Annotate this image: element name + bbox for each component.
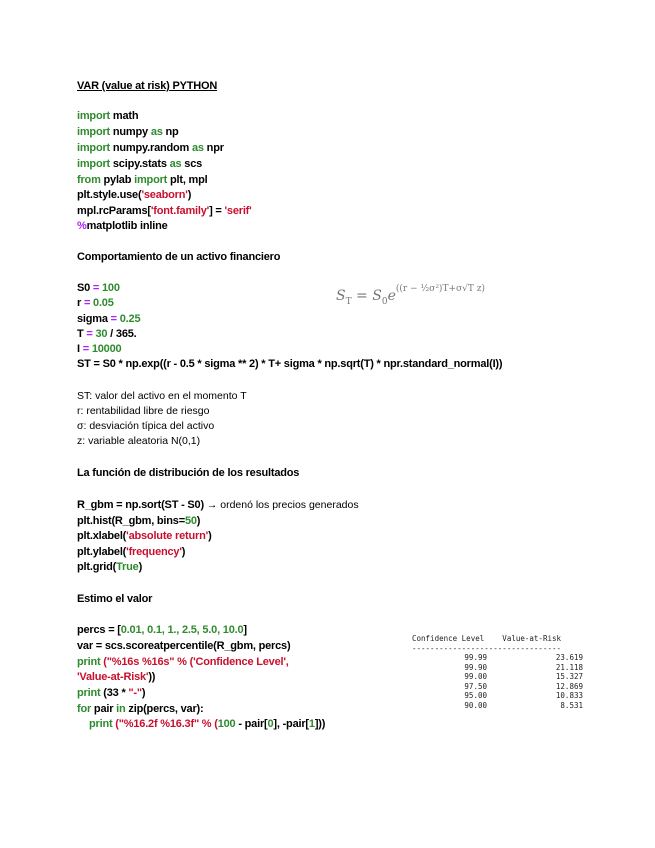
number: 0.05: [93, 297, 114, 309]
output-rows: [412, 653, 583, 710]
keyword: as: [169, 158, 182, 170]
code-line-hist: [77, 514, 200, 528]
confidence-level-value: 95.00: [464, 691, 487, 700]
code-line-print-sep: [77, 686, 145, 700]
operator: =: [83, 297, 94, 309]
keyword: print: [77, 656, 104, 668]
code-line-from-pylab: [77, 173, 208, 187]
output-row: [412, 682, 583, 692]
code-text: R_gbm = np.sort(ST - S0): [77, 499, 204, 511]
code-line-import-numpy: [77, 125, 179, 139]
code-text: plt.grid(: [77, 561, 117, 573]
section-heading-activo: Comportamiento de un activo financiero: [77, 251, 281, 263]
code-text: )): [148, 671, 156, 683]
output-row: [412, 701, 583, 711]
formula-rhs: S: [372, 288, 382, 304]
keyword: import: [77, 126, 111, 138]
code-line-s0: [77, 281, 120, 295]
code-line-percs: [77, 623, 247, 637]
operator: =: [82, 343, 92, 355]
gbm-formula: [336, 284, 485, 307]
module: numpy.random: [110, 142, 192, 154]
code-text: ): [141, 687, 146, 699]
code-text: ): [208, 530, 212, 542]
number: 10000: [91, 343, 122, 355]
keyword: from: [77, 174, 101, 186]
keyword: True: [116, 561, 139, 573]
variable: sigma: [77, 313, 111, 325]
string-literal: 'Value-at-Risk': [77, 671, 149, 683]
output-row: [412, 653, 583, 663]
keyword: import: [77, 142, 111, 154]
code-text: percs = [: [77, 624, 121, 636]
value-at-risk-value: 23.619: [555, 653, 583, 662]
string-literal: 'font.family': [150, 205, 210, 217]
alias: plt, mpl: [167, 174, 208, 186]
confidence-level-value: 97.50: [464, 681, 487, 691]
code-line-grid: [77, 560, 142, 574]
code-line-var: var = scs.scoreatpercentile(R_gbm, percs): [77, 640, 291, 652]
formula-eq: =: [351, 288, 373, 304]
code-text: ]: [243, 624, 247, 636]
code-line-import-numpy-random: [77, 141, 224, 155]
number: 100: [217, 718, 236, 730]
code-line-ylabel: [77, 545, 185, 559]
legend-line-sigma: σ: desviación típica del activo: [77, 420, 215, 432]
section-heading-estimo: Estimo el valor: [77, 593, 153, 605]
code-text: plt.hist(R_gbm, bins=: [77, 515, 185, 527]
output-row: [412, 691, 583, 701]
code-line-print-header: [77, 655, 289, 669]
code-line-style-use: [77, 188, 191, 202]
output-table: [412, 634, 583, 710]
code-text: mpl.rcParams[: [77, 205, 151, 217]
output-row: [412, 663, 583, 673]
code-text: ): [196, 515, 201, 527]
document-title: VAR (value at risk) PYTHON: [77, 80, 218, 92]
code-text: zip(percs, var):: [125, 703, 204, 715]
code-text: pair: [91, 703, 117, 715]
code-line-for: [77, 702, 203, 716]
alias: scs: [181, 158, 203, 170]
number: 0: [267, 718, 274, 730]
formula-exponent: ((r − ½σ²)T+σ√T z): [395, 284, 485, 294]
confidence-level-value: 90.00: [464, 700, 487, 710]
code-text: ): [187, 189, 192, 201]
keyword: for: [77, 703, 92, 715]
variable: I: [77, 343, 83, 355]
code-text: ])): [314, 718, 326, 730]
number: 50: [184, 515, 197, 527]
legend-line-st: ST: valor del activo en el momento T: [77, 390, 247, 402]
module: numpy: [110, 126, 151, 138]
keyword: import: [77, 110, 111, 122]
alias: npr: [203, 142, 224, 154]
confidence-level-value: 99.90: [464, 662, 487, 672]
legend-line-r: r: rentabilidad libre de riesgo: [77, 405, 210, 417]
variable: T: [77, 328, 87, 340]
code-text: - pair[: [235, 718, 268, 730]
keyword: as: [150, 126, 163, 138]
output-row: [412, 672, 583, 682]
code-line-i: [77, 342, 121, 356]
variable: r: [77, 297, 84, 309]
number: 30: [95, 328, 108, 340]
code-line-print-header-cont: [77, 670, 155, 684]
comment-text: → ordenó los precios generados: [203, 499, 359, 511]
code-text: plt.style.use(: [77, 189, 142, 201]
code-line-sigma: [77, 312, 140, 326]
keyword: print: [89, 718, 116, 730]
keyword: print: [77, 687, 104, 699]
code-text: ], -pair[: [273, 718, 309, 730]
operator: =: [92, 282, 103, 294]
code-line-import-scipy: [77, 157, 202, 171]
formula-rhs-sub: 0: [381, 296, 388, 307]
confidence-level-value: 99.99: [464, 653, 487, 662]
code-line-t: [77, 327, 137, 341]
string-literal: ("%16s %16s" % ('Confidence Level',: [103, 656, 289, 668]
code-line-magic: [77, 219, 168, 233]
confidence-level-value: 99.00: [464, 672, 487, 681]
value-at-risk-value: 21.118: [555, 662, 583, 672]
code-text: (33 *: [103, 687, 129, 699]
keyword: in: [116, 703, 126, 715]
value-at-risk-value: 12.869: [555, 681, 583, 691]
legend-line-z: z: variable aleatoria N(0,1): [77, 435, 201, 447]
value-at-risk-value: 15.327: [555, 672, 583, 681]
number: 0.25: [119, 313, 141, 325]
value-at-risk-value: 8.531: [560, 700, 583, 710]
string-literal: 'serif': [224, 205, 252, 217]
module: math: [110, 110, 139, 122]
code-text: ] =: [209, 205, 225, 217]
code-line-rcparams: [77, 204, 252, 218]
code-text: plt.xlabel(: [77, 530, 127, 542]
output-header: Confidence Level Value-at-Risk: [412, 634, 562, 643]
keyword: import: [134, 174, 168, 186]
formula-e: e: [387, 288, 396, 304]
code-text: ): [181, 546, 186, 558]
code-line-xlabel: [77, 529, 212, 543]
value-at-risk-value: 10.833: [555, 691, 583, 700]
string-literal: "-": [128, 687, 142, 699]
keyword: as: [191, 142, 204, 154]
number: 0.01, 0.1, 1., 2.5, 5.0, 10.0: [120, 624, 244, 636]
magic-operator: %: [77, 220, 87, 232]
code-line-st: ST = S0 * np.exp((r - 0.5 * sigma ** 2) * T+ sigma * np.sqrt(T) * npr.standard_normal(I)): [77, 358, 503, 370]
code-text: / 365.: [107, 328, 137, 340]
module: pylab: [100, 174, 135, 186]
string-literal: 'seaborn': [141, 189, 188, 201]
variable: S0: [77, 282, 93, 294]
section-heading-distribucion: La función de distribución de los resultados: [77, 467, 300, 479]
code-line-import-math: [77, 109, 138, 123]
code-text: ): [138, 561, 143, 573]
number: 100: [102, 282, 120, 294]
code-line-r: [77, 296, 114, 310]
output-separator: ---------------------------------: [412, 643, 562, 653]
formula-lhs-sub: T: [345, 296, 352, 307]
string-literal: 'absolute return': [126, 530, 209, 542]
string-literal: ("%16.2f %16.3f" % (: [115, 718, 218, 730]
number: 1: [308, 718, 315, 730]
code-text: matplotlib inline: [86, 220, 168, 232]
operator: =: [86, 328, 96, 340]
alias: np: [162, 126, 179, 138]
code-line-print-row: [89, 717, 325, 731]
module: scipy.stats: [110, 158, 170, 170]
formula-lhs: S: [336, 288, 346, 304]
code-line-rgbm: [77, 498, 359, 512]
operator: =: [110, 313, 120, 325]
string-literal: 'frequency': [126, 546, 182, 558]
code-text: plt.ylabel(: [77, 546, 127, 558]
keyword: import: [77, 158, 111, 170]
